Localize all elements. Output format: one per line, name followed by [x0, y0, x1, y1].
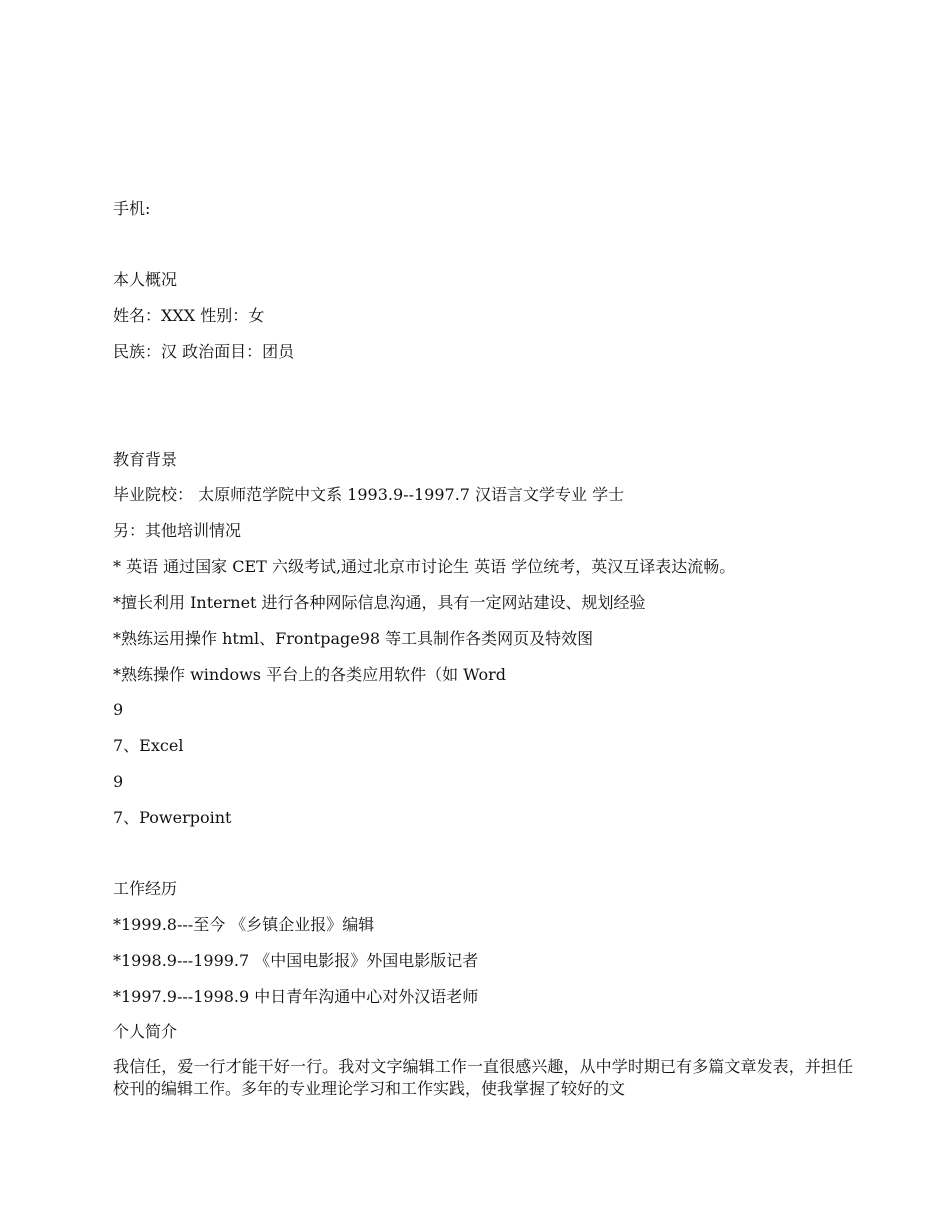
skill-item: *熟练运用操作 html、Frontpage98 等工具制作各类网页及特效图 [113, 629, 594, 648]
work-item: *1999.8---至今 《乡镇企业报》编辑 [113, 915, 375, 934]
intro-heading: 个人简介 [113, 1022, 178, 1041]
work-item: *1998.9---1999.7 《中国电影报》外国电影版记者 [113, 951, 479, 970]
name-gender-line: 姓名：XXX 性别：女 [113, 306, 265, 325]
skill-item: * 英语 通过国家 CET 六级考试,通过北京市讨论生 英语 学位统考，英汉互译表达流畅。 [113, 557, 736, 576]
phone-label: 手机: [113, 199, 151, 218]
skill-item: 7、Powerpoint [113, 808, 232, 827]
school-line: 毕业院校： 太原师范学院中文系 1993.9--1997.7 汉语言文学专业 学士 [113, 485, 625, 504]
profile-heading: 本人概况 [113, 270, 178, 289]
intro-paragraph: 我信任，爱一行才能干好一行。我对文字编辑工作一直很感兴趣，从中学时期已有多篇文章发表，并担任校刊的编辑工作。多年的专业理论学习和工作实践，使我掌握了较好的文 [113, 1057, 853, 1098]
skill-item: *熟练操作 windows 平台上的各类应用软件（如 Word [113, 665, 507, 684]
other-training-line: 另：其他培训情况 [113, 521, 242, 540]
ethnicity-politics-line: 民族：汉 政治面目：团员 [113, 342, 295, 361]
skill-item: 7、Excel [113, 736, 184, 755]
skill-item: 9 [113, 700, 124, 719]
skill-item: 9 [113, 772, 124, 791]
work-item: *1997.9---1998.9 中日青年沟通中心对外汉语老师 [113, 987, 479, 1006]
education-heading: 教育背景 [113, 450, 178, 469]
work-heading: 工作经历 [113, 879, 178, 898]
skill-item: *擅长利用 Internet 进行各种网际信息沟通，具有一定网站建设、规划经验 [113, 593, 646, 612]
